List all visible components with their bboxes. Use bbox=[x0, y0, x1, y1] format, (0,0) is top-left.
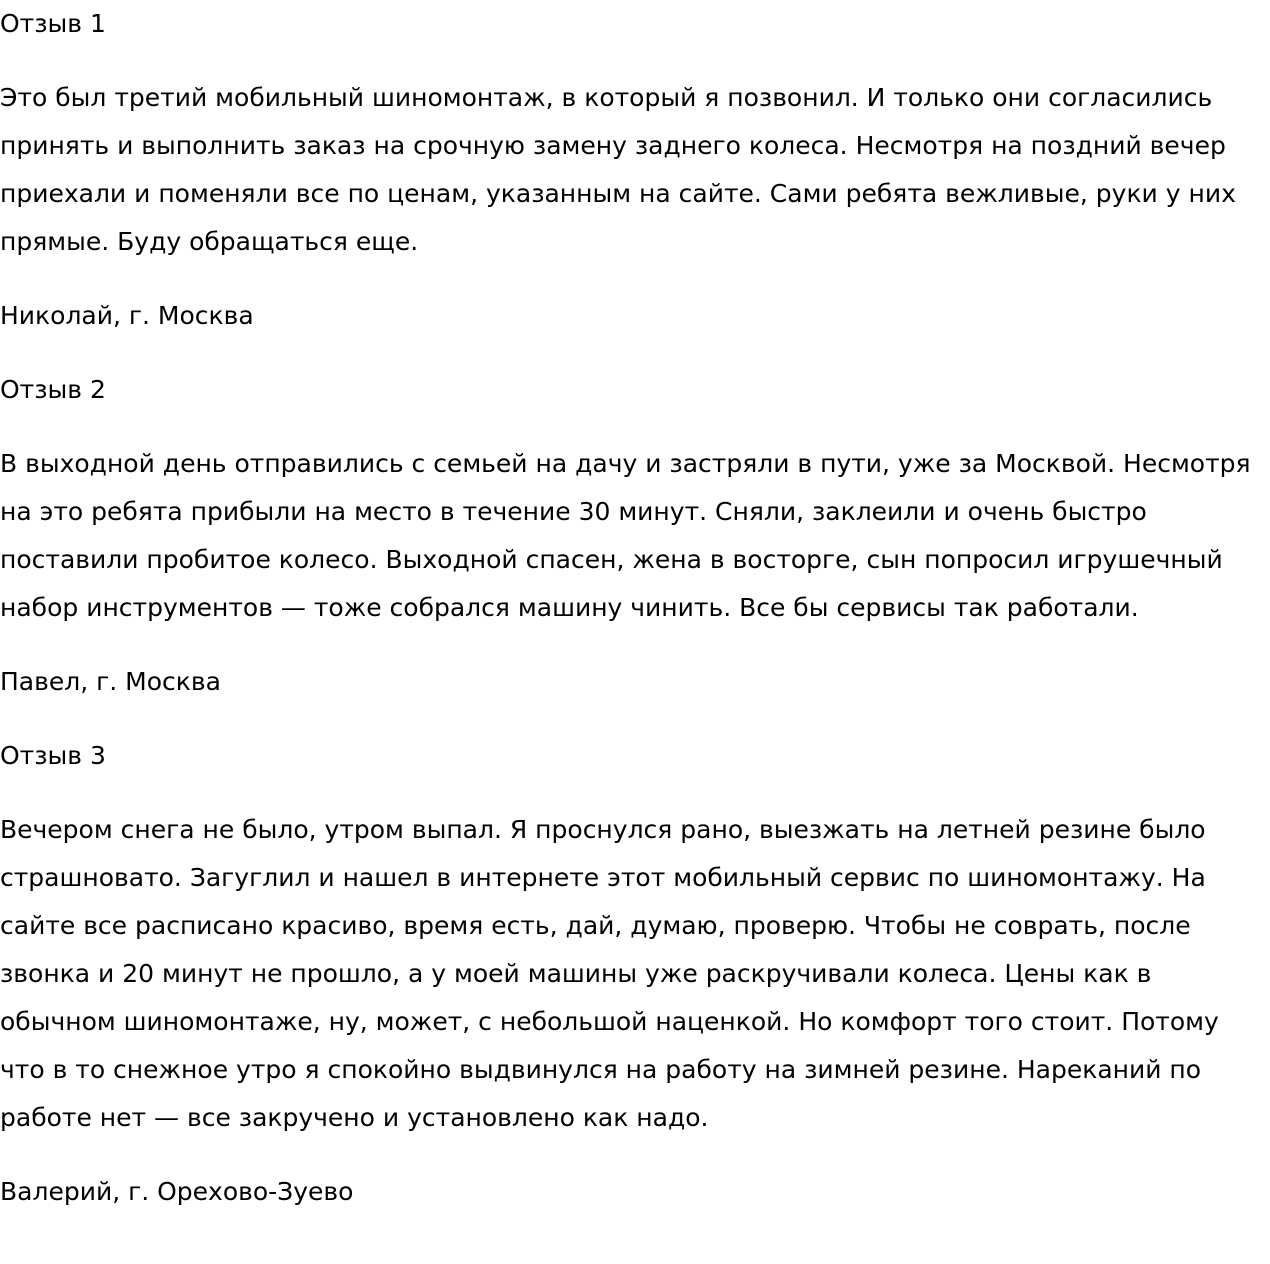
review-2 bbox=[0, 366, 1270, 706]
review-1 bbox=[0, 0, 1270, 340]
review-heading: Отзыв 1 bbox=[0, 9, 106, 38]
review-author: Николай, г. Москва bbox=[0, 301, 254, 330]
review-heading: Отзыв 3 bbox=[0, 741, 106, 770]
review-text: Это был третий мобильный шиномонтаж, в который я позвонил. И только они согласились принять и выполнить заказ на срочную замену заднего колеса. Несмотря на поздний вечер приехали и поменяли все по ценам, указанным на сайте. Сами ребята вежливые, руки у них прямые. Буду обращаться еще. bbox=[0, 83, 1236, 256]
review-3 bbox=[0, 732, 1270, 1216]
review-author: Павел, г. Москва bbox=[0, 667, 221, 696]
review-heading: Отзыв 2 bbox=[0, 375, 106, 404]
review-author: Валерий, г. Орехово-Зуево bbox=[0, 1177, 354, 1206]
review-text: Вечером снега не было, утром выпал. Я проснулся рано, выезжать на летней резине было страшновато. Загуглил и нашел в интернете этот мобильный сервис по шиномонтажу. На сайте все расписано красиво, время есть, дай, думаю, проверю. Чтобы не соврать, после звонка и 20 минут не прошло, а у моей машины уже раскручивали колеса. Цены как в обычном шиномонтаже, ну, может, с небольшой наценкой. Но комфорт того стоит. Потому что в то снежное утро я спокойно выдвинулся на работу на зимней резине. Нареканий по работе нет — все закручено и установлено как надо. bbox=[0, 815, 1219, 1132]
review-text: В выходной день отправились с семьей на дачу и застряли в пути, уже за Москвой. Несмотря на это ребята прибыли на место в течение 30 минут. Сняли, заклеили и очень быстро поставили пробитое колесо. Выходной спасен, жена в восторге, сын попросил игрушечный набор инструментов — тоже собрался машину чинить. Все бы сервисы так работали. bbox=[0, 449, 1251, 622]
